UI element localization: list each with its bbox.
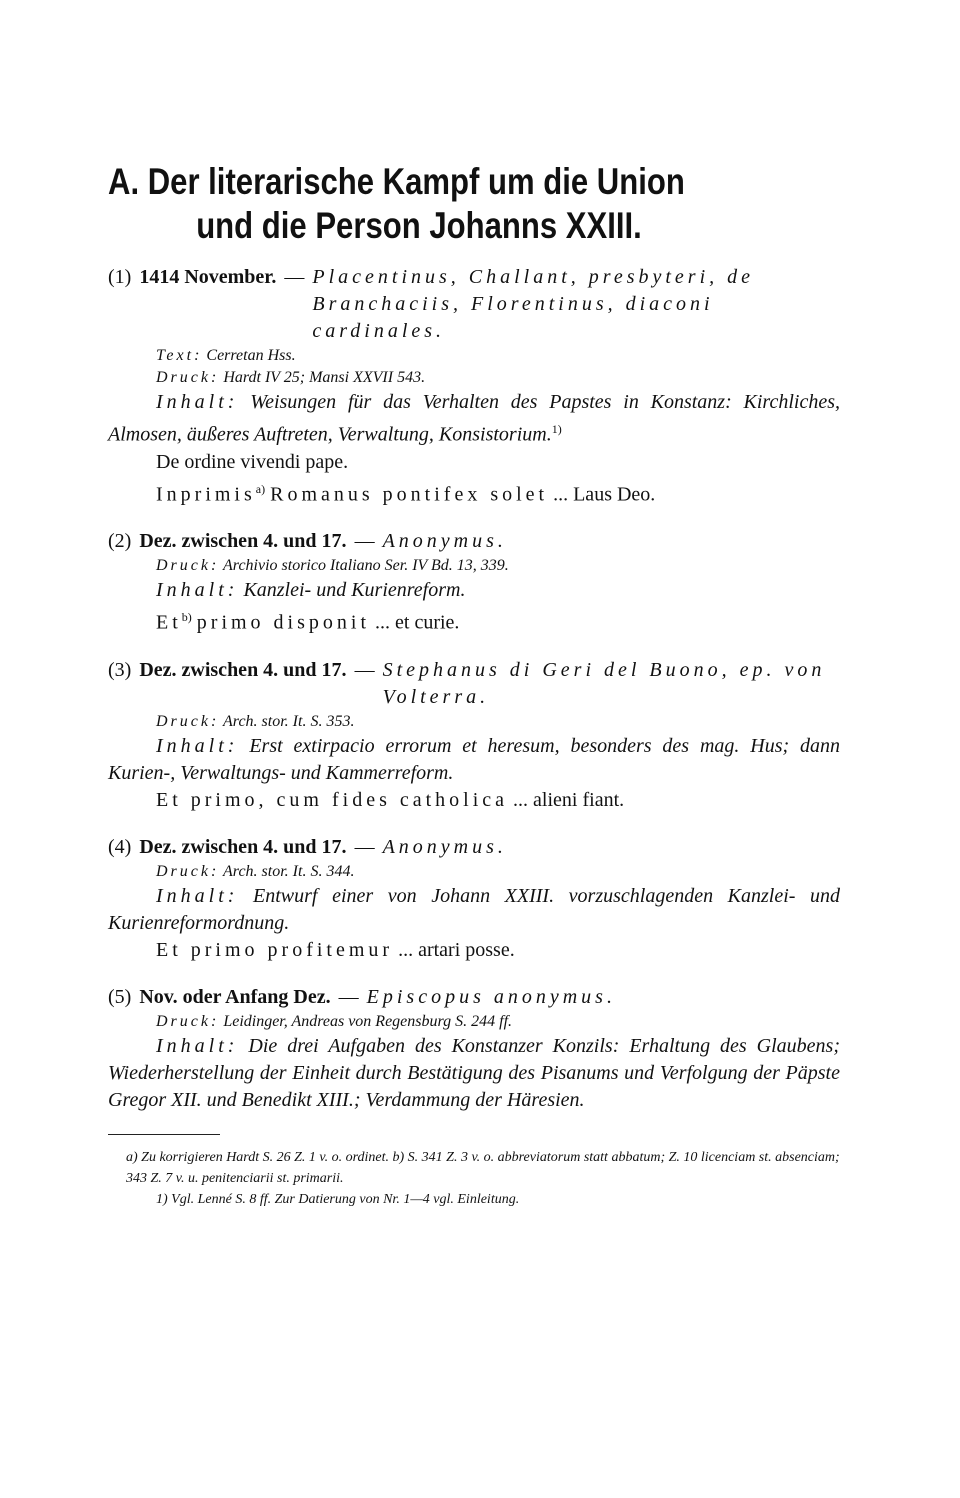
footnote-ref: 1) [551, 422, 562, 436]
entry-number: (1) [108, 266, 132, 288]
entry-date: Nov. oder Anfang Dez. [139, 985, 331, 1008]
entry-druck [108, 1011, 840, 1033]
entry-heading [108, 834, 840, 861]
text-value: Cerretan Hss. [206, 347, 296, 364]
entry-inhalt [108, 733, 840, 787]
entry-incipit [108, 937, 840, 964]
druck-value: Leidinger, Andreas von Regensburg S. 244 ff. [223, 1012, 513, 1030]
entry-author: Episcopus anonymus. [366, 985, 616, 1008]
entry-1 [108, 264, 840, 508]
inhalt-label: Inhalt: [156, 391, 239, 413]
entry-date: Dez. zwischen 4. und 17. [139, 658, 347, 681]
text-label: Text: [156, 347, 203, 364]
section-title [108, 160, 723, 248]
entry-dash: — [354, 835, 375, 858]
entry-druck [108, 861, 840, 883]
entry-5 [108, 984, 840, 1114]
entry-incipit [108, 604, 840, 637]
entry-heading [108, 264, 840, 345]
entry-heading [108, 984, 840, 1011]
title-line-2: und die Person Johanns XXIII. [196, 205, 642, 246]
document-page [108, 160, 840, 1210]
entry-heading [108, 528, 840, 555]
entry-date: Dez. zwischen 4. und 17. [139, 835, 347, 858]
incipit-word: Et [156, 611, 182, 634]
incipit-text: Et primo profitemur [156, 938, 394, 961]
footnote-ref: a) [255, 481, 266, 496]
incipit-word: Inprimis [156, 483, 256, 506]
footnote-ab: a) Zu korrigieren Hardt S. 26 Z. 1 v. o. ordinet. b) S. 341 Z. 3 v. o. abbreviatorum statt abbatum; Z. 10 licenciam st. absenciam; 343 Z. 7 v. u. penitenciarii st. primarii. [126, 1149, 840, 1186]
druck-label: Druck: [156, 557, 220, 575]
entry-2 [108, 528, 840, 637]
entry-inhalt [108, 389, 840, 449]
druck-value: Hardt IV 25; Mansi XXVII 543. [223, 369, 426, 386]
title-line-1: A. Der literarische Kampf um die Union [108, 161, 685, 202]
entry-dash: — [354, 658, 375, 681]
entry-author: Placentinus, Challant, presbyteri, de Branchaciis, Florentinus, diaconi cardinales. [312, 266, 755, 342]
inhalt-value: Kanzlei- und Kurienreform. [243, 579, 466, 602]
entry-druck [108, 367, 840, 389]
entry-dash: — [338, 985, 359, 1008]
entry-druck [108, 555, 840, 577]
incipit-text: primo disponit [196, 611, 371, 634]
druck-value: Archivio storico Italiano Ser. IV Bd. 13, 339. [223, 557, 509, 575]
entry-inhalt [108, 577, 840, 604]
inhalt-value: Die drei Aufgaben des Konstanzer Konzils: Erhaltung des Glaubens; Wiederherstellung der Einheit durch Bestätigung des Pisanums und Verfolgung der Päpste Gregor XII. und Benedikt XIII.; Verdammung der Häresien. [108, 1034, 840, 1111]
incipit-end: ... alieni fiant. [513, 788, 625, 811]
entry-date: 1414 November. [139, 266, 277, 288]
inhalt-value: Entwurf einer von Johann XXIII. vorzuschlagenden Kanzlei- und Kurienreformordnung. [108, 884, 841, 934]
entry-text-source [108, 345, 840, 367]
footnote-divider [108, 1134, 220, 1135]
entry-author: Stephanus di Geri del Buono, ep. von Volterra. [382, 658, 826, 708]
druck-label: Druck: [156, 712, 220, 730]
footnote-ref: b) [181, 610, 192, 625]
entry-date: Dez. zwischen 4. und 17. [139, 530, 347, 553]
incipit-text: Et primo, cum fides catholica [156, 788, 509, 811]
entry-author: Anonymus. [382, 530, 507, 553]
entry-heading [108, 657, 840, 711]
incipit-end: ... Laus Deo. [553, 483, 656, 506]
druck-label: Druck: [156, 369, 220, 386]
inhalt-value: Erst extirpacio errorum et heresum, besonders des mag. Hus; dann Kurien-, Verwaltungs- und Kammerreform. [108, 734, 841, 784]
druck-value: Arch. stor. It. S. 344. [223, 862, 355, 880]
inhalt-label: Inhalt: [156, 884, 239, 907]
entry-inhalt [108, 883, 840, 937]
entry-number: (3) [108, 658, 132, 681]
inhalt-label: Inhalt: [156, 579, 239, 602]
entry-inhalt [108, 1033, 840, 1114]
entry-druck [108, 711, 840, 733]
incipit-end: ... et curie. [375, 611, 460, 634]
druck-label: Druck: [156, 862, 220, 880]
druck-label: Druck: [156, 1012, 220, 1030]
entry-author: Anonymus. [382, 835, 507, 858]
entry-number: (5) [108, 985, 132, 1008]
entry-4 [108, 834, 840, 964]
entry-number: (2) [108, 530, 132, 553]
footnote-1: 1) Vgl. Lenné S. 8 ff. Zur Datierung von Nr. 1—4 vgl. Einleitung. [156, 1191, 520, 1207]
inhalt-label: Inhalt: [156, 734, 239, 757]
entry-dash: — [284, 266, 305, 288]
entry-incipit [108, 476, 840, 509]
inhalt-value: Weisungen für das Verhalten des Papstes in Konstanz: Kirchliches, Almosen, äußeres Auftreten, Verwaltung, Konsistorium. [108, 391, 841, 446]
incipit-end: ... artari posse. [398, 938, 515, 961]
inhalt-label: Inhalt: [156, 1034, 239, 1057]
entry-number: (4) [108, 835, 132, 858]
entry-incipit [108, 787, 840, 814]
entry-dash: — [354, 530, 375, 553]
entry-3 [108, 657, 840, 814]
entry-rubric: De ordine vivendi pape. [156, 450, 349, 473]
druck-value: Arch. stor. It. S. 353. [223, 712, 355, 730]
incipit-text: Romanus pontifex solet [270, 483, 549, 506]
